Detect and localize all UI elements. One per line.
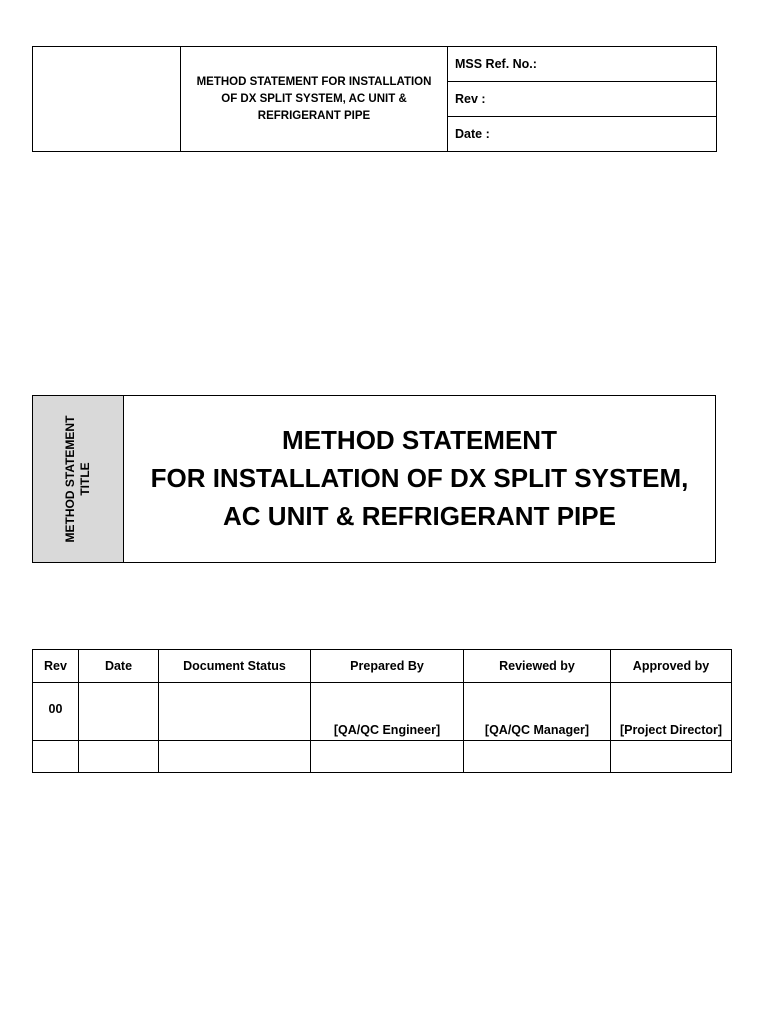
prepared-by-cell	[311, 741, 464, 773]
title-side-label	[33, 396, 124, 562]
side-label-text	[63, 416, 93, 543]
reviewed-by-cell: [QA/QC Manager]	[464, 683, 611, 741]
date-cell	[79, 683, 159, 741]
ref-no-field: MSS Ref. No.:	[448, 47, 717, 82]
column-header-prepared-by: Prepared By	[311, 650, 464, 683]
main-title-line1: METHOD STATEMENT	[282, 425, 557, 455]
logo-placeholder	[33, 47, 181, 152]
method-statement-title-block	[32, 395, 716, 563]
rev-cell	[33, 741, 79, 773]
column-header-approved-by: Approved by	[611, 650, 732, 683]
column-header-date: Date	[79, 650, 159, 683]
side-label-line1: METHOD STATEMENT	[63, 415, 77, 543]
main-title-line2: FOR INSTALLATION OF DX SPLIT SYSTEM,	[150, 463, 689, 493]
approved-by-cell: [Project Director]	[611, 683, 732, 741]
date-field: Date :	[448, 117, 717, 152]
main-title	[124, 396, 715, 562]
side-label-line2: TITLE	[78, 462, 92, 496]
reviewed-by-cell	[464, 741, 611, 773]
prepared-by-cell: [QA/QC Engineer]	[311, 683, 464, 741]
revision-table	[32, 649, 732, 773]
table-header-row	[33, 650, 732, 683]
column-header-document-status: Document Status	[159, 650, 311, 683]
table-row	[33, 683, 732, 741]
rev-field: Rev :	[448, 82, 717, 117]
column-header-reviewed-by: Reviewed by	[464, 650, 611, 683]
document-status-cell	[159, 741, 311, 773]
document-status-cell	[159, 683, 311, 741]
column-header-rev: Rev	[33, 650, 79, 683]
header-title: METHOD STATEMENT FOR INSTALLATION OF DX SPLIT SYSTEM, AC UNIT & REFRIGERANT PIPE	[181, 47, 448, 152]
table-row	[33, 741, 732, 773]
rev-cell: 00	[33, 683, 79, 741]
main-title-line3: AC UNIT & REFRIGERANT PIPE	[223, 501, 616, 531]
approved-by-cell	[611, 741, 732, 773]
document-header	[32, 46, 717, 152]
date-cell	[79, 741, 159, 773]
